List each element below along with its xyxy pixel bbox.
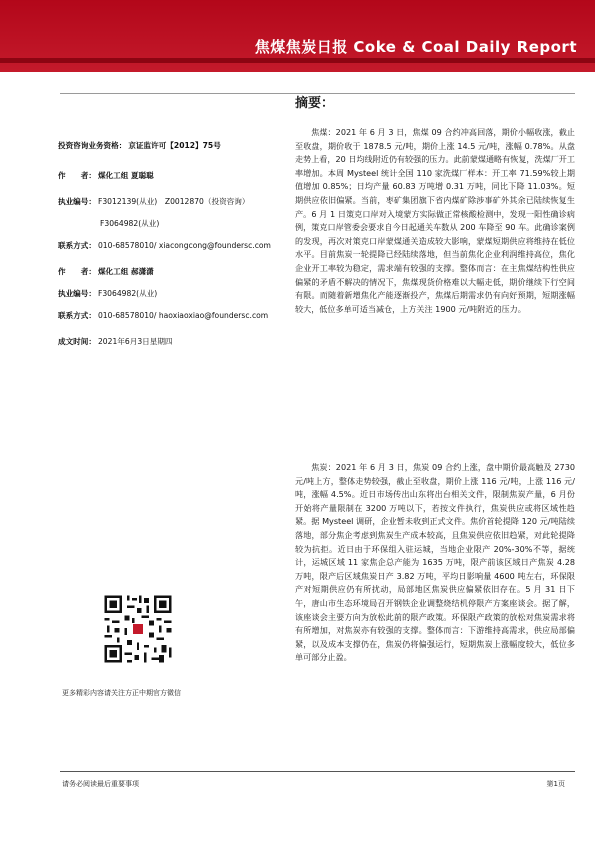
- cert1-label: 执业编号：: [58, 197, 96, 206]
- contact2-line: [58, 310, 268, 321]
- author2-value: 煤化工组 郝潇潇: [97, 267, 154, 276]
- footer-disclaimer: 请务必阅读最后重要事项: [62, 780, 139, 788]
- cert2-line: [58, 288, 157, 299]
- header-banner: [0, 0, 595, 72]
- qr-code-icon: [102, 593, 174, 665]
- cert1-line: [58, 196, 249, 207]
- date-line: [58, 336, 173, 347]
- author2-label: 作 者：: [58, 267, 96, 276]
- author1-line: [58, 170, 154, 181]
- date-label: 成文时间：: [58, 337, 96, 346]
- page-number: 第1页: [546, 780, 565, 788]
- author2-line: [58, 266, 154, 277]
- contact1-line: [58, 240, 271, 251]
- license-label: 投资咨询业务资格：: [58, 141, 127, 150]
- footer-divider: [60, 771, 575, 772]
- cert2-value: F3064982(从业): [97, 289, 158, 298]
- qr-caption: 更多精彩内容请关注方正中期官方微信: [62, 689, 181, 697]
- report-title: 焦煤焦炭日报 Coke & Coal Daily Report: [254, 38, 577, 56]
- abstract-paragraph-coking-coal: 焦煤：2021 年 6 月 3 日，焦煤 09 合约冲高回落，期价小幅收涨，截止至收盘，期价收于 1878.5 元/吨，期价上涨 14.5 元/吨，涨幅 0.78%。从盘走势上看，20 日均线附近仍有较强的压力。此前蒙煤通略有恢复，洗煤厂开工率增加。本周 Mysteel 统计全国 110 家洗煤厂样本：开工率 71.59%较上期值增加 0.85%；日均产量 60.83 万吨增 0.31 万吨，同比下降 11.03%。短期供应依旧偏紧。当前，枣矿集团旗下省内煤矿除涉事矿外其余已陆续恢复生产。6 月 1 日策克口岸对入境蒙方实际做正常核酸检测中，发现一阳性确诊病例，策克口岸管委会要求自今日起通关车数从 200 车降至 90 车。此确诊案例的发现，再次对策克口岸蒙煤通关造成较大影响，蒙煤短期供应将维持在低位水平。目前焦炭一轮提降已经陆续落地，但当前焦化企业利润维持高位，焦化企业开工率较为稳定，需求端有较强的支撑。整体而言：在主焦煤结构性供应偏紧的矛盾不解决的情况下，焦煤现货价格难以大幅走低，期价继续下行空间有限。而随着新增焦化产能逐渐投产，焦煤后期需求仍有向好预期，短期涨幅较大，低位多单可适当减仓，上方关注 1900 元/吨附近的压力。: [295, 127, 575, 314]
- contact2-value[interactable]: 010-68578010/ haoxiaoxiao@foundersc.com: [97, 311, 269, 320]
- license-line: [58, 140, 221, 151]
- cert1-value-2: F3064982(从业): [100, 219, 160, 228]
- contact2-label: 联系方式：: [58, 311, 96, 320]
- license-value: 京证监许可【2012】75号: [128, 141, 221, 150]
- cert2-label: 执业编号：: [58, 289, 96, 298]
- abstract-title: 摘要：: [295, 96, 335, 111]
- abstract-paragraph-coke: 焦炭：2021 年 6 月 3 日，焦炭 09 合约上涨，盘中期价最高触及 2730 元/吨上方，整体走势较强，截止至收盘，期价上涨 116 元/吨，上涨 116 元/吨，涨幅 4.5%。近日市场传出山东将出台相关文件，限制焦炭产量，6 月份开始将产量限制在 3200 万吨以下，若按文件执行，焦炭供应或将区域性趋紧。据 Mysteel 调研，企业暂未收到正式文件。焦价首轮提降 120 元/吨陆续落地，部分焦企考虑到焦炭生产成本较高，且焦炭供应依旧趋紧，对此轮提降较为抗拒。近日由于环保组入驻运城，当地企业限产 20%-30%不等，据统计，运城区域 11 家焦企总产能为 1635 万吨，限产前该区域日产焦炭 4.28 万吨，限产后区域焦炭日产 3.82 万吨，平均日影响量 4600 吨左右，环保限产对短期供应仍有所扰动，局部地区焦炭供应偏紧依旧存在。5 月 31 日下午，唐山市生态环境局召开钢铁企业调整烧结机停限产方案座谈会。据了解，该座谈会主要方向为放松此前的限产政策。环保限产政策的放松对焦炭需求将有所增加，对焦炭亦有较强的支撑。整体而言：下游维持高需求，供应局部偏紧，以及成本支撑仍在，焦炭仍将偏强运行，短期焦炭上涨幅度较大，低位多单可部分止盈。: [295, 462, 575, 663]
- cert1-value: F3012139(从业) Z0012870（投资咨询）: [97, 197, 250, 206]
- author1-label: 作 者：: [58, 171, 96, 180]
- banner-stripe: [0, 58, 595, 63]
- contact1-value[interactable]: 010-68578010/ xiacongcong@foundersc.com: [97, 241, 271, 250]
- contact1-label: 联系方式：: [58, 241, 96, 250]
- date-value: 2021年6月3日星期四: [97, 337, 173, 346]
- cert1-line-2: [98, 218, 159, 229]
- author1-value: 煤化工组 夏聪聪: [97, 171, 154, 180]
